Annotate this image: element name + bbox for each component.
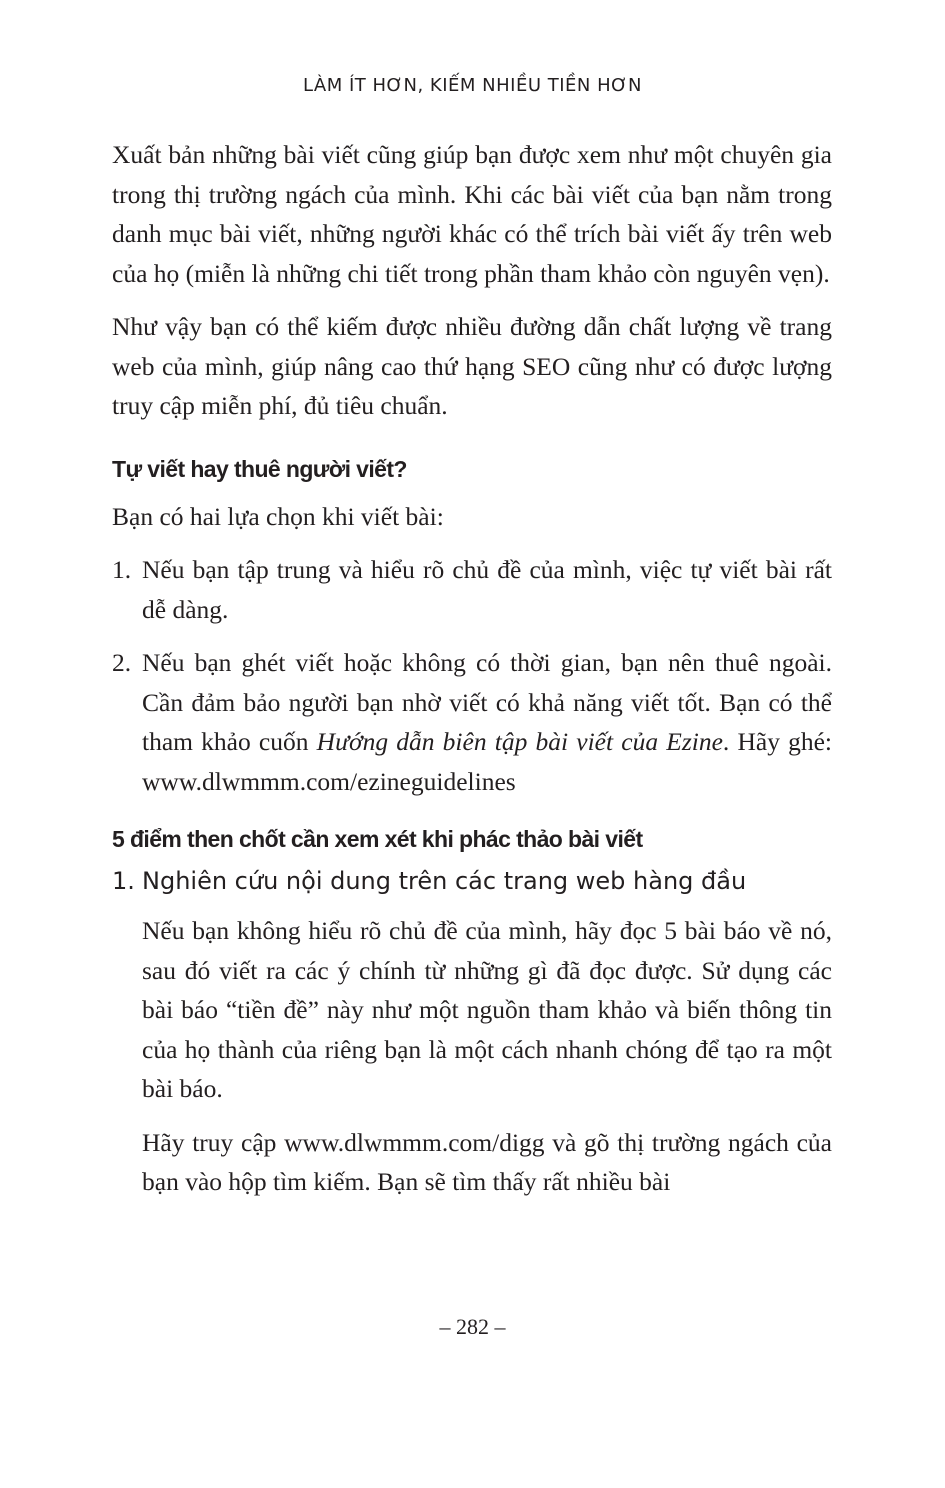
paragraph: Như vậy bạn có thể kiếm được nhiều đường dẫn chất lượng về trang web của mình, giúp nâng cao thứ hạng SEO cũng như có được lượng truy cập miễn phí, đủ tiêu chuẩn. bbox=[112, 312, 832, 420]
list-text: Nếu bạn tập trung và hiểu rõ chủ đề của mình, việc tự viết bài rất dễ dàng. bbox=[142, 555, 832, 624]
point-title-text: Nghiên cứu nội dung trên các trang web hàng đầu bbox=[142, 867, 747, 895]
paragraph: Nếu bạn không hiểu rõ chủ đề của mình, hãy đọc 5 bài báo về nó, sau đó viết ra các ý chính từ những gì đã đọc được. Sử dụng các bài báo “tiền đề” này như một nguồn tham khảo và biến thông tin của họ thành của riêng bạn là một cách nhanh chóng để tạo ra một bài báo. bbox=[142, 916, 832, 1103]
list-item bbox=[112, 550, 832, 629]
list-number: 1. bbox=[112, 555, 132, 584]
paragraph: Xuất bản những bài viết cũng giúp bạn được xem như một chuyên gia trong thị trường ngách của mình. Khi các bài viết của bạn nằm trong danh mục bài viết, những người khác có thể trích bài viết ấy trên web của họ (miễn là những chi tiết trong phần tham khảo còn nguyên vẹn). bbox=[112, 140, 832, 288]
point-title bbox=[112, 861, 832, 901]
list-text-before: Nếu bạn ghét viết hoặc không có thời gian, bạn nên thuê ngoài. Cần đảm bảo người bạn nhờ viết có khả năng viết tốt. Bạn có thể tham khảo cuốn bbox=[142, 648, 832, 756]
list-text-after: . Hãy ghé: www.dlwmmm.com/ezineguidelines bbox=[142, 727, 833, 796]
section-intro: Bạn có hai lựa chọn khi viết bài: bbox=[112, 501, 444, 531]
paragraph: Hãy truy cập www.dlwmmm.com/digg và gõ thị trường ngách của bạn vào hộp tìm kiếm. Bạn sẽ tìm thấy rất nhiều bài bbox=[142, 1127, 832, 1196]
point-number: 1. bbox=[112, 867, 135, 895]
list-item bbox=[112, 643, 832, 801]
page-body bbox=[112, 135, 832, 1216]
book-title: Hướng dẫn biên tập bài viết của Ezine bbox=[316, 727, 723, 756]
page-number: – 282 – bbox=[439, 1314, 506, 1339]
section-heading: 5 điểm then chốt cần xem xét khi phác thảo bài viết bbox=[112, 826, 643, 852]
list-number: 2. bbox=[112, 648, 132, 677]
section-heading: Tự viết hay thuê người viết? bbox=[112, 455, 407, 482]
list-text bbox=[142, 643, 832, 801]
running-header: LÀM ÍT HƠN, KIẾM NHIỀU TIỀN HƠN bbox=[302, 75, 643, 96]
